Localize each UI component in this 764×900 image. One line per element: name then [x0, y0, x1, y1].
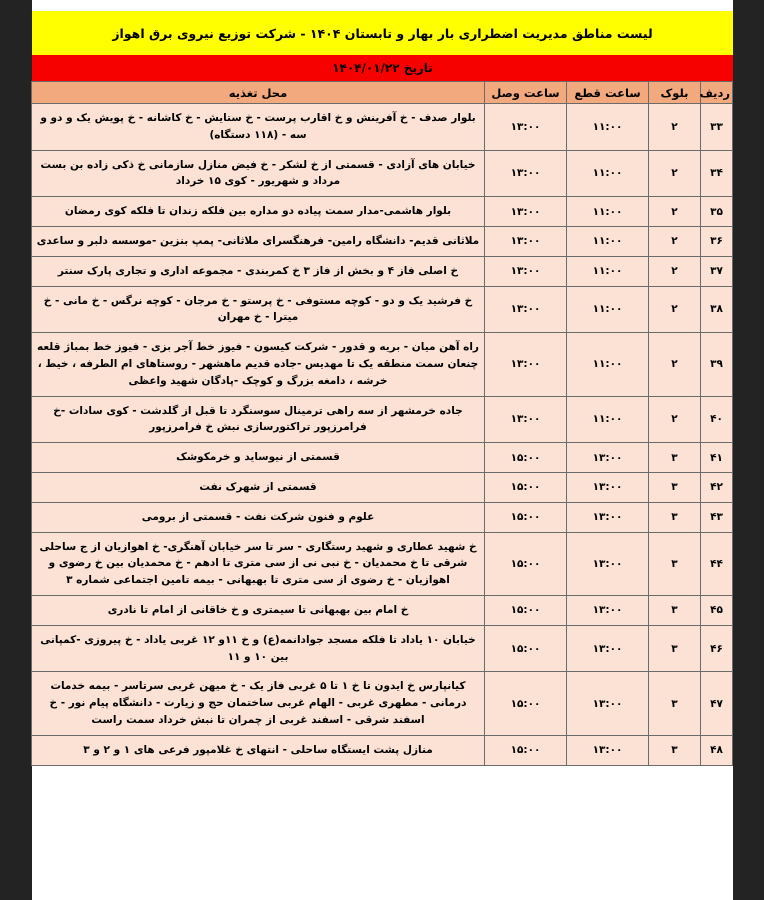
cell-row-number: ۳۶: [701, 226, 733, 256]
cell-on-time: ۱۳:۰۰: [485, 256, 567, 286]
cell-on-time: ۱۵:۰۰: [485, 472, 567, 502]
cell-row-number: ۴۵: [701, 595, 733, 625]
cell-on-time: ۱۳:۰۰: [485, 104, 567, 151]
cell-row-number: ۳۷: [701, 256, 733, 286]
cell-row-number: ۳۵: [701, 197, 733, 227]
cell-location: علوم و فنون شرکت نفت - قسمتی از برومی: [32, 502, 485, 532]
table-row: [32, 735, 733, 765]
cell-off-time: ۱۱:۰۰: [567, 104, 649, 151]
table-header-row: [32, 82, 733, 104]
column-header-block: بلوک: [649, 82, 701, 104]
table-row: [32, 625, 733, 672]
cell-on-time: ۱۵:۰۰: [485, 735, 567, 765]
cell-row-number: ۳۳: [701, 104, 733, 151]
cell-location: خ اصلی فاز ۴ و بخش از فاز ۳ خ کمربندی - مجموعه اداری و تجاری پارک سنتر: [32, 256, 485, 286]
cell-on-time: ۱۳:۰۰: [485, 333, 567, 396]
cell-location: خ شهید عطاری و شهید رستگاری - سر تا سر خیابان آهنگری- خ اهوازیان از ج ساحلی شرقی تا خ محمدیان - خ نبی نی از سی متری تا ادهم - خ محمدیان بین خ رضوی و اهوازیان - خ رضوی از سی متری تا بهبهانی - بیمه تامین اجتماعی شماره ۳: [32, 532, 485, 595]
right-gutter: [733, 0, 764, 900]
cell-on-time: ۱۳:۰۰: [485, 150, 567, 197]
cell-location: بلوار هاشمی-مدار سمت پیاده دو مداره بین فلکه زندان تا فلکه کوی رمضان: [32, 197, 485, 227]
table-row: [32, 396, 733, 443]
cell-on-time: ۱۵:۰۰: [485, 595, 567, 625]
cell-off-time: ۱۳:۰۰: [567, 735, 649, 765]
cell-location: ملاثانی قدیم- دانشگاه رامین- فرهنگسرای ملاثانی- پمپ بنزین -موسسه دلبر و ساعدی: [32, 226, 485, 256]
cell-block: ۲: [649, 197, 701, 227]
table-row: [32, 256, 733, 286]
cell-row-number: ۳۹: [701, 333, 733, 396]
cell-off-time: ۱۳:۰۰: [567, 502, 649, 532]
table-row: [32, 502, 733, 532]
cell-off-time: ۱۳:۰۰: [567, 532, 649, 595]
cell-block: ۳: [649, 595, 701, 625]
cell-block: ۲: [649, 104, 701, 151]
cell-block: ۳: [649, 625, 701, 672]
cell-off-time: ۱۱:۰۰: [567, 150, 649, 197]
cell-on-time: ۱۳:۰۰: [485, 197, 567, 227]
cell-block: ۲: [649, 286, 701, 333]
cell-location: منازل پشت ایستگاه ساحلی - انتهای خ غلامپور فرعی های ۱ و ۲ و ۳: [32, 735, 485, 765]
table-row: [32, 532, 733, 595]
cell-row-number: ۳۸: [701, 286, 733, 333]
document-sheet: [32, 0, 733, 900]
cell-location: کیانپارس خ ایدون تا خ ۱ تا ۵ غربی فاز یک - خ میهن غربی سرتاسر - بیمه خدمات درمانی - مطهری غربی - الهام غربی ساختمان حج و زیارت - دانشگاه پیام نور - خ اسفند شرقی - اسفند غربی از چمران تا نبش خرداد سمت راست: [32, 672, 485, 735]
table-row: [32, 286, 733, 333]
cell-block: ۲: [649, 256, 701, 286]
table-row: [32, 150, 733, 197]
cell-block: ۲: [649, 333, 701, 396]
cell-row-number: ۳۴: [701, 150, 733, 197]
column-header-on-time: ساعت وصل: [485, 82, 567, 104]
table-header: [32, 82, 733, 104]
cell-on-time: ۱۵:۰۰: [485, 625, 567, 672]
cell-on-time: ۱۵:۰۰: [485, 532, 567, 595]
document-date: تاریخ ۱۴۰۴/۰۱/۲۲: [332, 61, 433, 75]
cell-on-time: ۱۳:۰۰: [485, 226, 567, 256]
table-row: [32, 672, 733, 735]
cell-location: قسمتی از شهرک نفت: [32, 472, 485, 502]
cell-location: قسمتی از نیوساید و خرمکوشک: [32, 443, 485, 473]
table-row: [32, 333, 733, 396]
document-date-banner: [32, 55, 733, 81]
cell-off-time: ۱۳:۰۰: [567, 443, 649, 473]
cell-off-time: ۱۳:۰۰: [567, 472, 649, 502]
cell-on-time: ۱۳:۰۰: [485, 286, 567, 333]
cell-off-time: ۱۳:۰۰: [567, 595, 649, 625]
cell-off-time: ۱۱:۰۰: [567, 197, 649, 227]
document-title-banner: [32, 11, 733, 55]
table-row: [32, 104, 733, 151]
table-row: [32, 226, 733, 256]
cell-block: ۲: [649, 150, 701, 197]
cell-row-number: ۴۴: [701, 532, 733, 595]
cell-on-time: ۱۵:۰۰: [485, 672, 567, 735]
cell-row-number: ۴۳: [701, 502, 733, 532]
table-body: [32, 104, 733, 766]
cell-off-time: ۱۱:۰۰: [567, 333, 649, 396]
column-header-off-time: ساعت قطع: [567, 82, 649, 104]
cell-location: خ امام بین بهبهانی تا سیمتری و خ خاقانی از امام تا نادری: [32, 595, 485, 625]
left-gutter: [0, 0, 32, 900]
cell-on-time: ۱۳:۰۰: [485, 396, 567, 443]
cell-row-number: ۴۲: [701, 472, 733, 502]
cell-block: ۳: [649, 502, 701, 532]
cell-off-time: ۱۱:۰۰: [567, 256, 649, 286]
cell-off-time: ۱۱:۰۰: [567, 286, 649, 333]
cell-block: ۲: [649, 396, 701, 443]
cell-block: ۳: [649, 735, 701, 765]
cell-location: خ فرشید یک و دو - کوچه مستوفی - خ پرستو - خ مرجان - کوچه نرگس - خ مانی - خ میترا - خ مهران: [32, 286, 485, 333]
document-title: لیست مناطق مدیریت اضطراری بار بهار و تابستان ۱۴۰۴ - شرکت توزیع نیروی برق اهواز: [112, 25, 653, 41]
cell-block: ۲: [649, 226, 701, 256]
cell-location: راه آهن میان - بریه و قدور - شرکت کیسون - فیوز خط آجر بزی - فیوز خط بمباژ قلعه چنعان سمت منطقه یک تا مهدیس -جاده قدیم ماهشهر - روستاهای ام الطرفه ، خیط ، خرشه ، دامغه بزرگ و کوچک -پادگان شهید واعظی: [32, 333, 485, 396]
cell-block: ۳: [649, 672, 701, 735]
cell-row-number: ۴۶: [701, 625, 733, 672]
cell-on-time: ۱۵:۰۰: [485, 502, 567, 532]
cell-block: ۳: [649, 443, 701, 473]
cell-row-number: ۴۸: [701, 735, 733, 765]
cell-block: ۳: [649, 532, 701, 595]
cell-row-number: ۴۰: [701, 396, 733, 443]
cell-location: جاده خرمشهر از سه راهی ترمینال سوسنگرد تا قبل از گلدشت - کوی سادات -خ فرامرزپور تراکتورسازی نبش خ فرامرزپور: [32, 396, 485, 443]
cell-row-number: ۴۱: [701, 443, 733, 473]
cell-location: خیابان ۱۰ یاداد تا فلکه مسجد جوادانمه(ع) و خ ۱۱و ۱۲ غربی یاداد - خ پیروزی -کمپانی بین ۱۰ و ۱۱: [32, 625, 485, 672]
cell-on-time: ۱۵:۰۰: [485, 443, 567, 473]
cell-block: ۳: [649, 472, 701, 502]
table-row: [32, 472, 733, 502]
cell-location: بلوار صدف - خ آفرینش و خ اقارب پرست - خ ستایش - خ کاشانه - خ پویش یک و دو و سه - (۱۱۸ دستگاه): [32, 104, 485, 151]
cell-off-time: ۱۱:۰۰: [567, 396, 649, 443]
cell-off-time: ۱۱:۰۰: [567, 226, 649, 256]
cell-location: خیابان های آزادی - قسمتی از خ لشکر - خ فیض منازل سازمانی خ ذکی زاده بن بست مرداد و شهریور - کوی ۱۵ خرداد: [32, 150, 485, 197]
column-header-location: محل تغذیه: [32, 82, 485, 104]
cell-off-time: ۱۳:۰۰: [567, 625, 649, 672]
column-header-row: ردیف: [701, 82, 733, 104]
cell-row-number: ۴۷: [701, 672, 733, 735]
cell-off-time: ۱۳:۰۰: [567, 672, 649, 735]
table-row: [32, 197, 733, 227]
table-row: [32, 443, 733, 473]
outage-schedule-table: [31, 81, 733, 766]
table-row: [32, 595, 733, 625]
